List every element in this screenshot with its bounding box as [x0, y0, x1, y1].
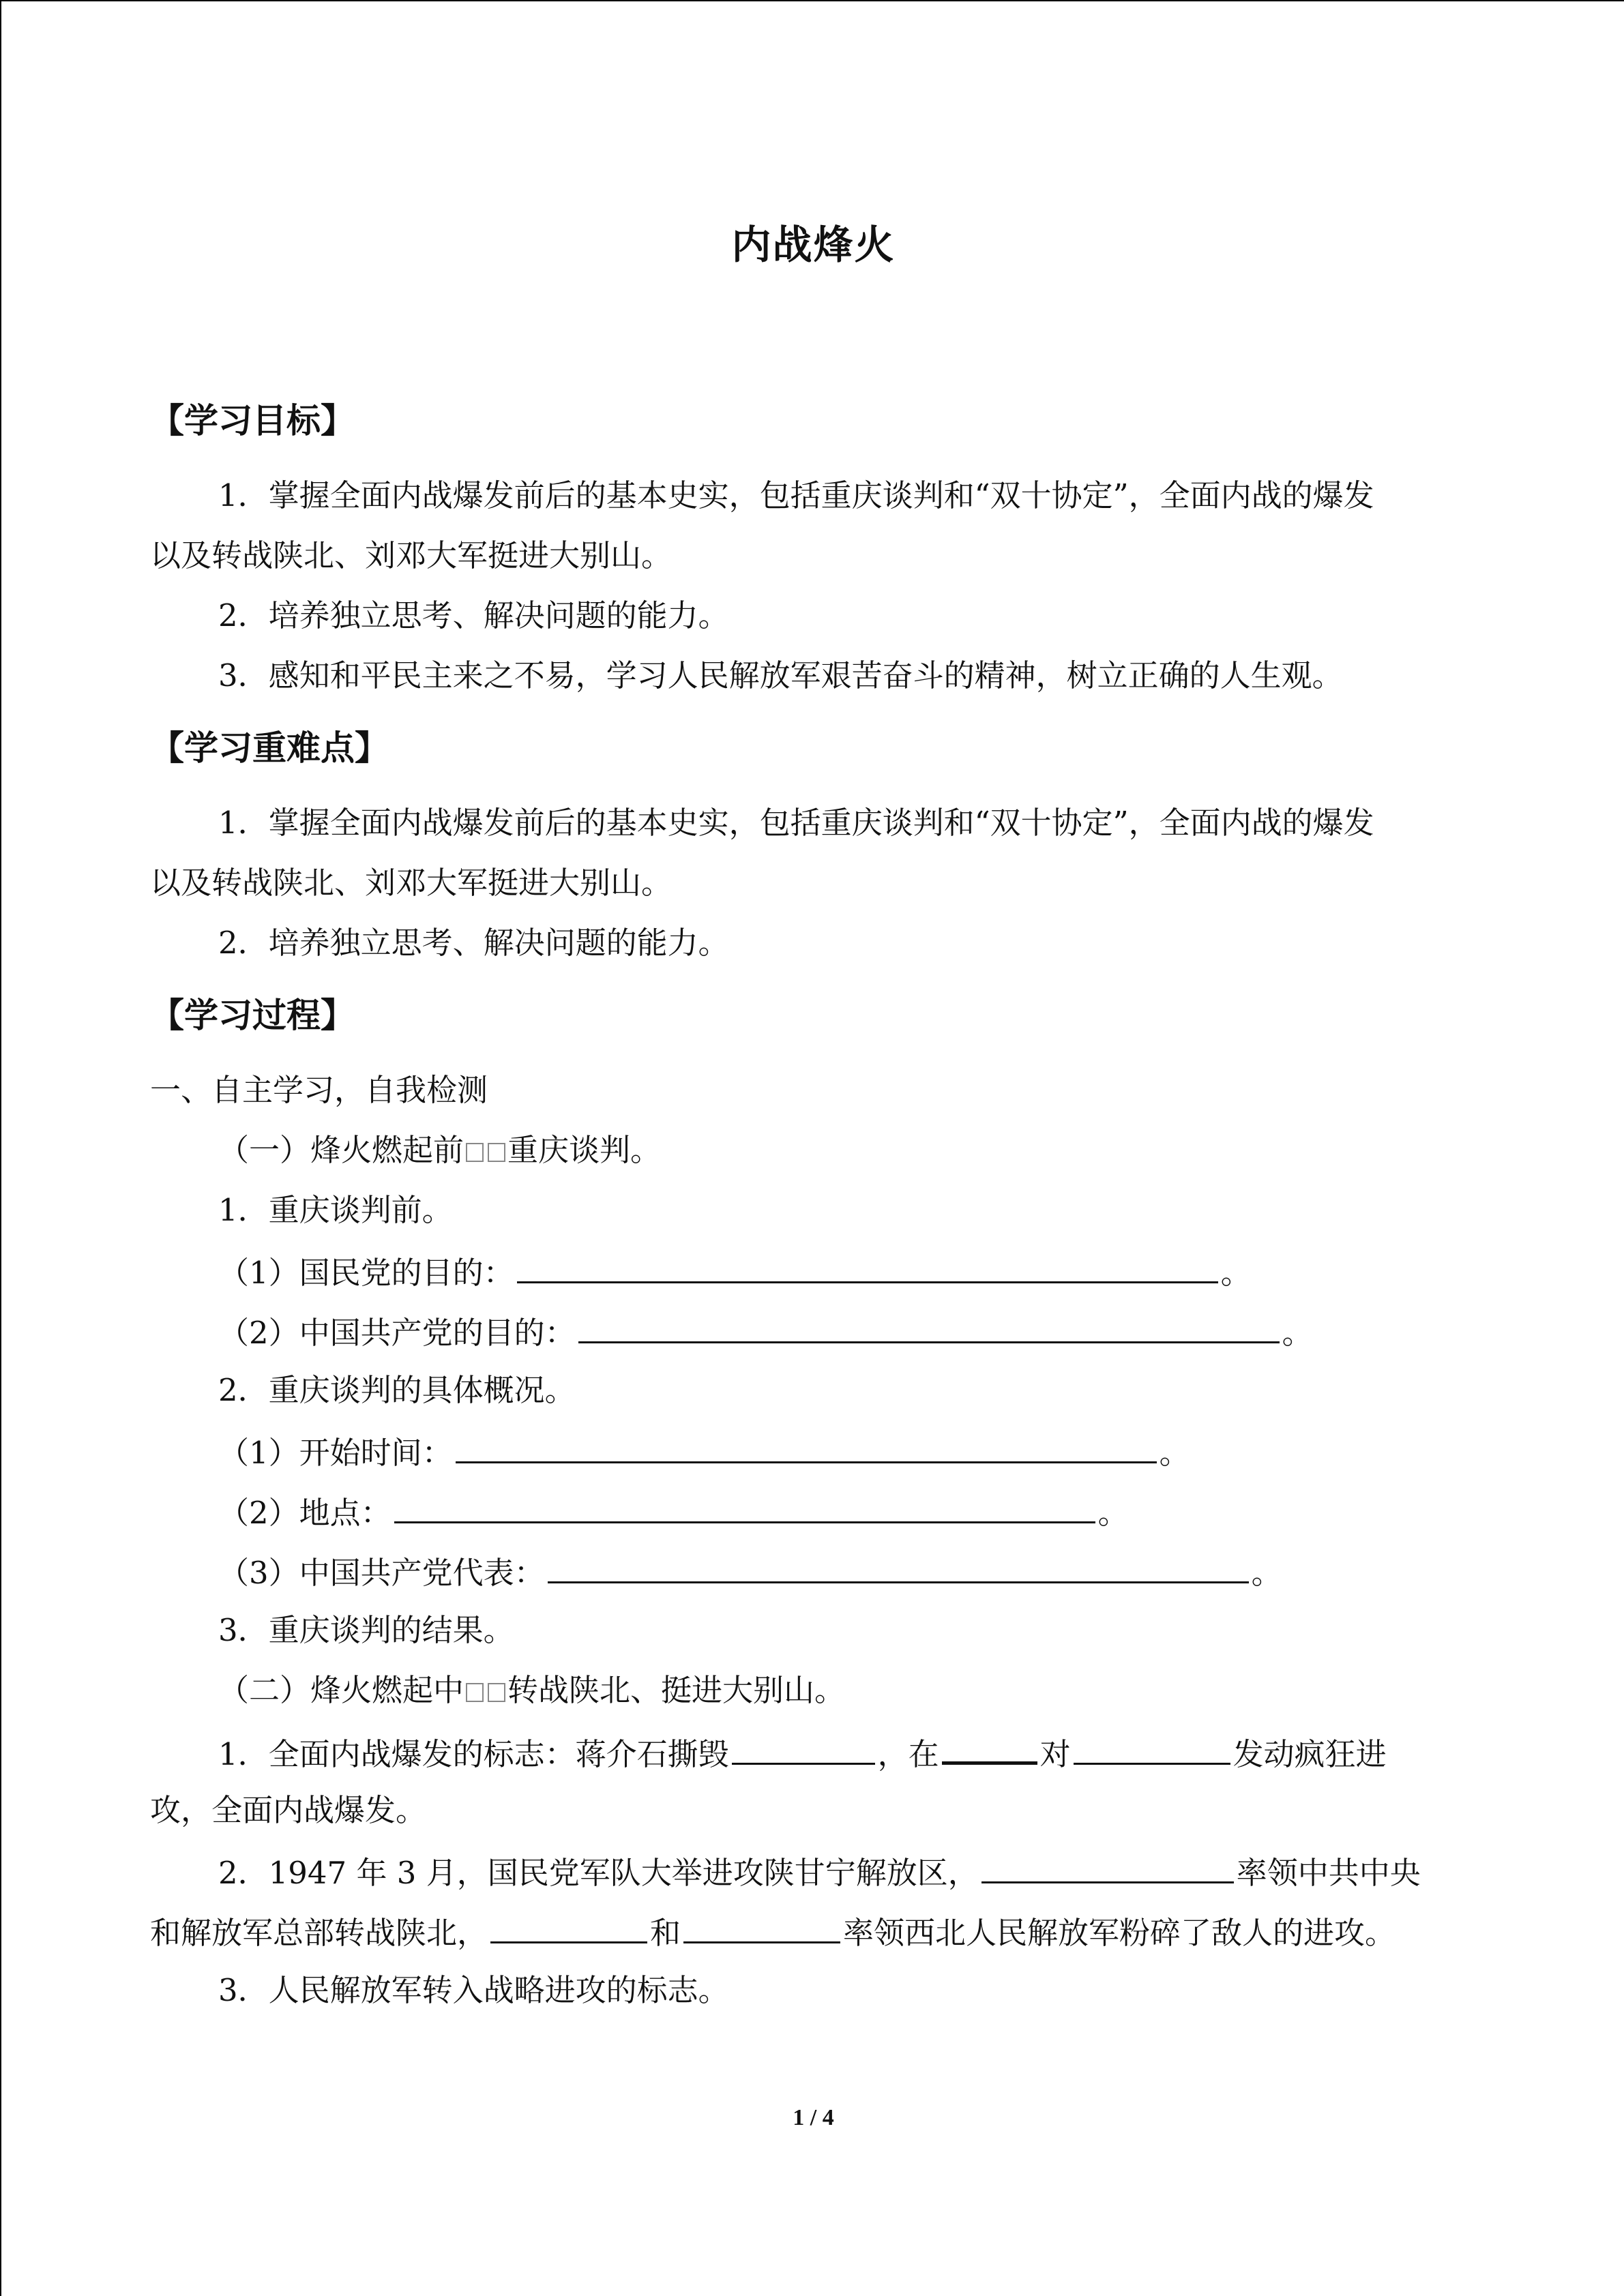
answer-blank[interactable] — [517, 1251, 1218, 1283]
item-2-1 — [218, 1431, 1528, 1472]
question-2-text-d: 和 — [650, 1915, 681, 1951]
section-heading-process: 【学习过程】 — [150, 996, 355, 1035]
question-2-line-2 — [150, 1911, 1460, 1952]
question-2-text-e: 率领西北人民解放军粉碎了敌人的进攻。 — [843, 1915, 1396, 1951]
page-number: 1 / 4 — [793, 2105, 834, 2130]
answer-blank[interactable] — [578, 1311, 1280, 1343]
item-2-3-label: （3）中国共产党代表： — [218, 1555, 545, 1591]
item-2-2 — [218, 1491, 1528, 1532]
answer-blank[interactable] — [683, 1911, 840, 1943]
question-2-text-c: 和解放军总部转战陕北， — [150, 1915, 488, 1951]
question-1-line-2: 攻，全面内战爆发。 — [150, 1792, 427, 1828]
period: 。 — [1097, 1495, 1129, 1531]
subheading-2-suffix: 转战陕北、挺进大别山。 — [507, 1672, 846, 1708]
answer-blank[interactable] — [942, 1731, 1037, 1765]
question-1-text-b: ，在 — [877, 1736, 939, 1772]
goal-1-line-2: 以及转战陕北、刘邓大军挺进大别山。 — [150, 537, 673, 573]
item-1-1 — [218, 1251, 1528, 1292]
answer-blank[interactable] — [1074, 1733, 1230, 1765]
question-2-text-b: 率领中共中央 — [1236, 1855, 1421, 1891]
goal-3: 3．感知和平民主来之不易，学习人民解放军艰苦奋斗的精神，树立正确的人生观。 — [218, 657, 1343, 694]
part-1-heading: 一、自主学习，自我检测 — [150, 1072, 488, 1108]
period: 。 — [1159, 1435, 1190, 1471]
subheading-1-prefix: （一）烽火燃起前 — [218, 1132, 464, 1168]
answer-blank[interactable] — [490, 1911, 647, 1943]
item-2-2-label: （2）地点： — [218, 1495, 392, 1531]
item-2: 2．重庆谈判的具体概况。 — [218, 1372, 576, 1408]
item-1-1-label: （1）国民党的目的： — [218, 1255, 514, 1291]
section-heading-goals: 【学习目标】 — [150, 401, 355, 441]
page-title: 内战烽火 — [731, 222, 896, 268]
subheading-2 — [218, 1671, 1528, 1710]
key-point-1-line-1: 1．掌握全面内战爆发前后的基本史实，包括重庆谈判和“双十协定”，全面内战的爆发 — [218, 805, 1374, 841]
goal-1-line-1: 1．掌握全面内战爆发前后的基本史实，包括重庆谈判和“双十协定”，全面内战的爆发 — [218, 477, 1374, 513]
period: 。 — [1251, 1555, 1282, 1591]
question-1-line-1 — [218, 1731, 1528, 1774]
subheading-2-prefix: （二）烽火燃起中 — [218, 1672, 464, 1708]
question-2-text-a: 2．1947 年 3 月，国民党军队大举进攻陕甘宁解放区， — [218, 1855, 979, 1891]
item-1-2 — [218, 1311, 1528, 1352]
item-1-2-label: （2）中国共产党的目的： — [218, 1315, 576, 1351]
period: 。 — [1220, 1255, 1252, 1291]
item-2-3 — [218, 1551, 1528, 1592]
key-point-2: 2．培养独立思考、解决问题的能力。 — [218, 925, 729, 961]
period: 。 — [1282, 1315, 1313, 1351]
question-3: 3．人民解放军转入战略进攻的标志。 — [218, 1972, 729, 2008]
subheading-1-suffix: 重庆谈判。 — [507, 1132, 662, 1168]
placeholder-box — [488, 1683, 505, 1702]
item-3: 3．重庆谈判的结果。 — [218, 1612, 514, 1648]
question-1-text-c: 对 — [1039, 1736, 1071, 1772]
answer-blank[interactable] — [981, 1851, 1234, 1883]
answer-blank[interactable] — [456, 1431, 1157, 1463]
answer-blank[interactable] — [732, 1733, 875, 1765]
item-2-1-label: （1）开始时间： — [218, 1435, 453, 1471]
item-1: 1．重庆谈判前。 — [218, 1192, 453, 1228]
subheading-1 — [218, 1131, 1528, 1169]
question-1-text-d: 发动疯狂进 — [1232, 1736, 1387, 1772]
placeholder-box — [466, 1683, 484, 1702]
answer-blank[interactable] — [548, 1551, 1249, 1583]
question-1-text-a: 1．全面内战爆发的标志：蒋介石撕毁 — [218, 1736, 729, 1772]
goal-2: 2．培养独立思考、解决问题的能力。 — [218, 597, 729, 633]
key-point-1-line-2: 以及转战陕北、刘邓大军挺进大别山。 — [150, 865, 673, 901]
section-heading-key-points: 【学习重难点】 — [150, 728, 389, 768]
placeholder-box — [466, 1143, 484, 1162]
placeholder-box — [488, 1143, 505, 1162]
question-2-line-1 — [218, 1851, 1528, 1892]
answer-blank[interactable] — [394, 1491, 1095, 1523]
